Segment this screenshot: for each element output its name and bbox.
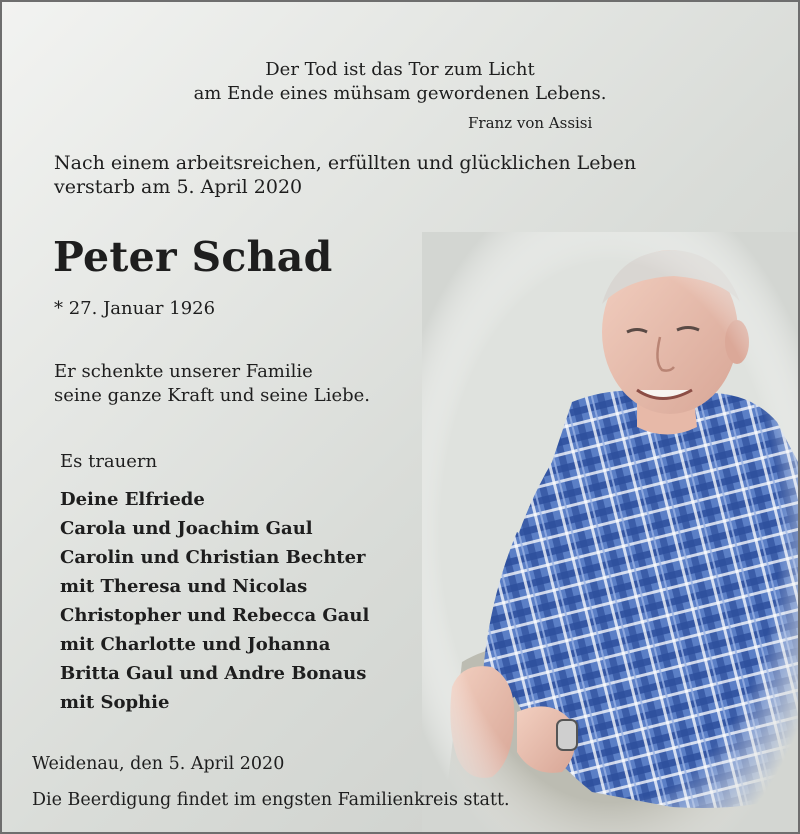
portrait-photo [422,232,798,832]
mourner-name: Britta Gaul und Andre Bonaus [60,663,367,684]
mourners-list [60,485,369,717]
quote-line-1: Der Tod ist das Tor zum Licht [265,59,535,80]
quote-author: Franz von Assisi [468,114,593,132]
mourner-name: Carolin und Christian Bechter [60,547,366,568]
quote-line-2: am Ende eines mühsam gewordenen Lebens. [193,83,607,104]
mourner-name: Carola und Joachim Gaul [60,518,313,539]
deceased-name: Peter Schad [53,233,333,281]
tribute-line-2: seine ganze Kraft und seine Liebe. [54,385,371,406]
mourner-name: mit Sophie [60,692,170,713]
mourner-name: mit Charlotte und Johanna [60,634,331,655]
place-date: Weidenau, den 5. April 2020 [32,754,285,774]
mourners-heading: Es trauern [60,451,158,472]
funeral-note: Die Beerdigung findet im engsten Familienkreis statt. [32,790,510,810]
tribute-line-1: Er schenkte unserer Familie [54,361,313,382]
intro-line-2: verstarb am 5. April 2020 [54,176,303,198]
mourner-name: Deine Elfriede [60,489,205,510]
mourner-name: mit Theresa und Nicolas [60,576,308,597]
birth-date: * 27. Januar 1926 [54,298,216,319]
mourner-name: Christopher und Rebecca Gaul [60,605,370,626]
intro-line-1: Nach einem arbeitsreichen, erfüllten und glücklichen Leben [54,152,637,174]
